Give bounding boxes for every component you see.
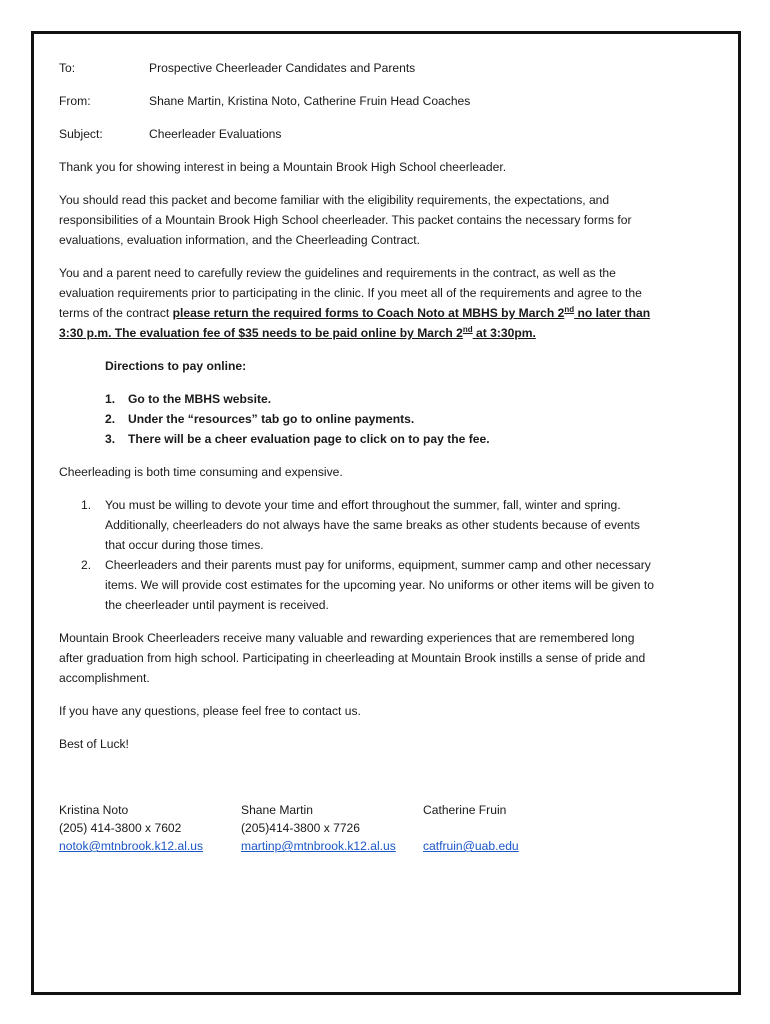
contract-paragraph [59, 263, 659, 343]
deadline-sup-a: nd [564, 304, 575, 314]
direction-text: There will be a cheer evaluation page to click on to pay the fee. [128, 432, 490, 446]
direction-text: Under the “resources” tab go to online payments. [128, 412, 415, 426]
deadline-text-c: at 3:30pm. [472, 326, 536, 340]
direction-number: 1. [105, 392, 116, 406]
requirement-number: 1. [81, 498, 92, 512]
contract-text: You and a parent need to carefully review the guidelines and requirements in the contract, as well as the evaluation requirements prior to participating in the clinic. If you meet all of the requirements and agree to the terms of the contract [59, 266, 642, 320]
contact-name: Shane Martin [241, 803, 313, 817]
contact-shane-martin [241, 801, 423, 855]
contact-name: Catherine Fruin [423, 803, 507, 817]
contact-phone: (205)414-3800 x 7726 [241, 821, 361, 835]
closing-line: Best of Luck! [59, 737, 129, 751]
from-label: From: [59, 94, 91, 108]
requirement-item [81, 555, 659, 615]
contact-catherine-fruin [423, 801, 573, 855]
requirement-text: Cheerleaders and their parents must pay for uniforms, equipment, summer camp and other necessary items. We will provide cost estimates for the upcoming year. No uniforms or other items will be given to the cheerleader until payment is received. [105, 558, 654, 612]
contact-kristina-noto [59, 801, 241, 855]
from-value: Shane Martin, Kristina Noto, Catherine Fruin Head Coaches [149, 94, 471, 108]
cost-paragraph: Cheerleading is both time consuming and expensive. [59, 465, 343, 479]
direction-number: 2. [105, 412, 116, 426]
direction-text: Go to the MBHS website. [128, 392, 272, 406]
to-label: To: [59, 61, 76, 75]
questions-paragraph: If you have any questions, please feel free to contact us. [59, 704, 361, 718]
contact-email-link[interactable]: notok@mtnbrook.k12.al.us [59, 839, 204, 853]
experience-paragraph: Mountain Brook Cheerleaders receive many valuable and rewarding experiences that are remembered long after graduation from high school. Participating in cheerleading at Mountain Brook instills a sense of pride and accomplishment. [59, 631, 646, 685]
contact-phone: (205) 414-3800 x 7602 [59, 821, 182, 835]
to-value: Prospective Cheerleader Candidates and Parents [149, 61, 416, 75]
intro-paragraph: Thank you for showing interest in being a Mountain Brook High School cheerleader. [59, 160, 507, 174]
contact-email-link[interactable]: martinp@mtnbrook.k12.al.us [241, 839, 396, 853]
contact-email-link[interactable]: catfruin@uab.edu [423, 839, 519, 853]
contact-name: Kristina Noto [59, 803, 129, 817]
contacts-block [59, 801, 659, 855]
packet-paragraph: You should read this packet and become familiar with the eligibility requirements, the expectations, and responsibilities of a Mountain Brook High School cheerleader. This packet contains the necessary forms for evaluations, evaluation information, and the Cheerleading Contract. [59, 193, 632, 247]
direction-number: 3. [105, 432, 116, 446]
deadline-text-b: no later than 3:30 p.m. The evaluation fee of $35 needs to be paid online by March 2 [59, 306, 651, 340]
requirement-item [81, 495, 659, 555]
requirements-list [81, 495, 659, 615]
deadline-sup-b: nd [462, 324, 473, 334]
memo-subject-row [59, 124, 659, 144]
contact-phone [423, 819, 573, 837]
directions-title: Directions to pay online: [105, 359, 247, 373]
subject-label: Subject: [59, 127, 103, 141]
subject-value: Cheerleader Evaluations [149, 127, 282, 141]
deadline-text-a: please return the required forms to Coach Noto at MBHS by March 2 [172, 306, 565, 320]
memo-to-row [59, 58, 659, 78]
directions-list [105, 389, 659, 449]
direction-item [105, 429, 659, 449]
direction-item [105, 409, 659, 429]
direction-item [105, 389, 659, 409]
requirement-text: You must be willing to devote your time and effort throughout the summer, fall, winter and spring. Additionally, cheerleaders do not always have the same breaks as other students because of events that occur during those times. [105, 498, 640, 552]
memo-from-row [59, 91, 659, 111]
requirement-number: 2. [81, 558, 92, 572]
memo-document [59, 58, 659, 855]
